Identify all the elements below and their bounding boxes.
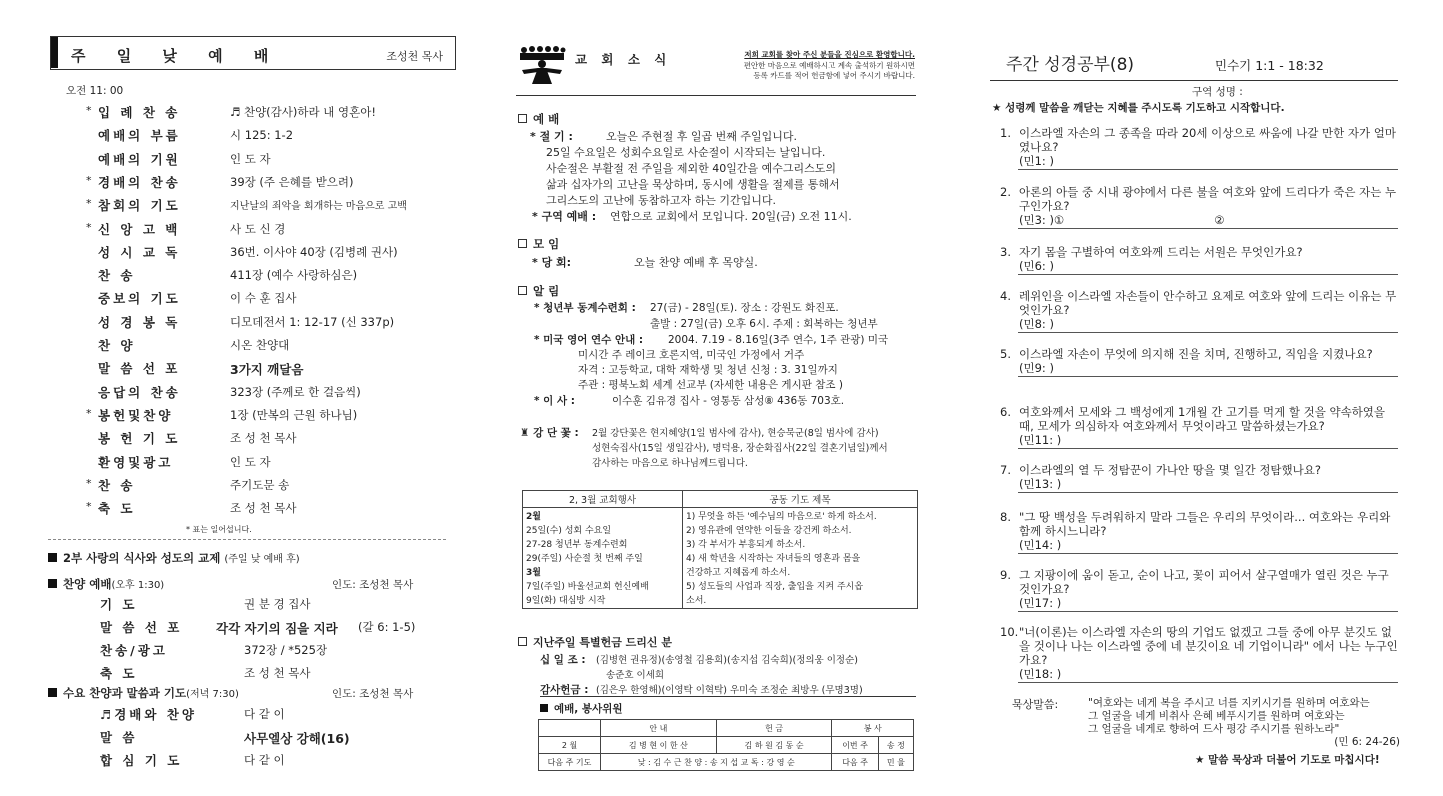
flower-line: 2월 강단꽃은 현지혜양(1일 범사에 감사), 현승묵군(8일 범사에 감사) xyxy=(592,428,879,439)
order-label: 봉 헌 기 도 xyxy=(98,431,181,446)
order-value: 1장 (만복의 근원 하나님) xyxy=(230,408,358,422)
question-text: 이스라엘의 열 두 정탐꾼이 가나안 땅을 몇 일간 정탐했나요? xyxy=(1019,463,1321,477)
prayer-line: 4) 새 학년을 시작하는 자녀들의 영혼과 몸을 xyxy=(686,554,861,564)
order-label: 경배의 찬송 xyxy=(98,175,181,190)
order-value: 인 도 자 xyxy=(230,455,271,469)
wed-item-label: 말 씀 xyxy=(100,730,138,745)
prayer-line: 5) 성도들의 사업과 직장, 출입을 지켜 주시옵 xyxy=(686,582,864,592)
events-list xyxy=(523,508,683,609)
meditation-line: "여호와는 네게 복을 주시고 너를 지키시기를 원하며 여호와는 xyxy=(1088,697,1370,709)
youth-label: * 청년부 동계수련회 : xyxy=(534,302,636,314)
order-value: 이 수 훈 집사 xyxy=(230,291,297,305)
order-value: 주기도문 송 xyxy=(230,478,290,492)
question-ref: (민9: ) xyxy=(1019,361,1054,375)
usa-line: 주관 : 평북노회 세계 선교부 (자세한 내용은 게시판 참조 ) xyxy=(578,379,843,391)
section-meeting xyxy=(518,236,559,252)
order-label: 봉헌및찬양 xyxy=(98,408,174,423)
order-value: 조 성 천 목사 xyxy=(230,501,297,515)
usa-label: * 미국 영어 연수 안내 : xyxy=(534,334,644,346)
usa-line: 미시간 주 레이크 호론지역, 미국인 가정에서 거주 xyxy=(578,349,805,361)
prayer-line: 소서. xyxy=(686,596,707,606)
question-number: 6. xyxy=(1000,405,1011,419)
answer-line[interactable] xyxy=(1019,317,1400,331)
order-value: 인 도 자 xyxy=(230,152,271,166)
question-item xyxy=(1000,510,1400,552)
jeolgi-label: * 절 기 : xyxy=(530,130,573,143)
guyeok-label: * 구역 예배 : xyxy=(532,210,597,223)
standing-star-icon: * xyxy=(86,104,92,117)
event-line: 27-28 청년부 동계수련회 xyxy=(526,540,628,550)
praise-item-value: 각각 자기의 짐을 지라 xyxy=(216,621,338,636)
order-label: 성 경 봉 독 xyxy=(98,315,181,330)
order-label: 참회의 기도 xyxy=(98,198,181,213)
jeolgi-line: 오늘은 주현절 후 일곱 번째 주일입니다. xyxy=(606,130,797,143)
question-number: 7. xyxy=(1000,463,1011,477)
serve-cell: 김 병 현 이 한 산 xyxy=(601,737,717,754)
tithe-line: 송준호 이세희 xyxy=(606,670,665,681)
event-line: 9일(화) 대심방 시작 xyxy=(526,596,606,606)
section-label: 모 임 xyxy=(533,237,560,251)
dang-label: * 당 회: xyxy=(532,256,572,269)
order-value: 323장 (주께로 한 걸음씩) xyxy=(230,385,361,399)
news-title: 교 회 소 식 xyxy=(575,52,672,67)
order-label: 찬 양 xyxy=(98,338,136,353)
question-number: 2. xyxy=(1000,185,1011,199)
worship-preacher: 조성천 목사 xyxy=(386,50,443,63)
question-item xyxy=(1000,185,1400,227)
serve-table xyxy=(538,719,914,771)
jeolgi-line: 삶과 십자가의 고난을 묵상하며, 동시에 생활을 절제를 통해서 xyxy=(546,178,840,191)
standing-star-icon: * xyxy=(86,500,92,513)
order-value: 조 성 천 목사 xyxy=(230,431,297,445)
answer-underline xyxy=(1018,228,1398,229)
event-line: 3월 xyxy=(526,568,541,578)
question-ref: (민1: ) xyxy=(1019,154,1054,168)
question-number: 9. xyxy=(1000,568,1011,582)
answer-line[interactable] xyxy=(1019,361,1400,375)
question-text: 레위인을 이스라엘 자손들이 안수하고 요제로 여호와 앞에 드리는 이유는 무엇인가요? xyxy=(1019,289,1397,317)
bullet-square-icon xyxy=(48,579,57,588)
standing-star-icon: * xyxy=(86,197,92,210)
flower-line: 감사하는 마음으로 하나님께드립니다. xyxy=(592,458,748,469)
wed-item-label: 합 심 기 도 xyxy=(100,753,183,768)
serve-cell: 김 하 원 김 동 순 xyxy=(716,737,832,754)
thanks-line: (김은우 한영해)(이영탁 이혁탁) 우미숙 조정순 최방우 (무명3명) xyxy=(596,685,863,696)
worship-column xyxy=(0,0,480,796)
question-text: 이스라엘 자손의 그 종족을 따라 20세 이상으로 싸움에 나갈 만한 자가 얼마였나요? xyxy=(1019,126,1397,154)
wed-item-value: 다 같 이 xyxy=(244,753,285,767)
prayer-line: 3) 각 부서가 부흥되게 하소서. xyxy=(686,540,806,550)
bullet-square-icon xyxy=(540,704,548,712)
answer-underline xyxy=(1018,376,1398,377)
order-label: 찬 송 xyxy=(98,478,136,493)
order-value: 411장 (예수 사랑하심은) xyxy=(230,268,358,282)
answer-line[interactable] xyxy=(1019,538,1400,552)
serve-corner xyxy=(539,720,601,737)
question-item xyxy=(1000,568,1400,610)
section-label: 예 배 xyxy=(533,112,560,126)
order-value: 시온 찬양대 xyxy=(230,338,290,352)
order-value: ♬ 찬양(감사)하라 내 영혼아! xyxy=(230,105,376,119)
bullet-square-icon xyxy=(48,688,57,697)
order-value: 시 125: 1-2 xyxy=(230,128,294,142)
question-text: "그 땅 백성을 두려워하지 말라 그들은 우리의 무엇이라... 여호와는 우리와 함께 하시느니라? xyxy=(1019,510,1391,538)
praise-item-label: 찬송/광고 xyxy=(100,643,168,658)
serve-header: 안 내 xyxy=(601,720,717,737)
prayer-line: 1) 무엇을 하든 '예수님의 마음으로' 하게 하소서. xyxy=(686,512,877,522)
praise-item-ref: (갈 6: 1-5) xyxy=(358,620,416,634)
usa-line: 자격 : 고등학교, 대학 재학생 및 청년 신청 : 3. 31일까지 xyxy=(578,364,838,376)
question-number: 3. xyxy=(1000,245,1011,259)
events-right-header: 공동 기도 제목 xyxy=(683,491,918,508)
guyeok-text: 연합으로 교회에서 모입니다. 20일(금) 오전 11시. xyxy=(610,210,852,223)
tithe-label: 십 일 조 : xyxy=(540,654,586,666)
wed-item-label: ♬경배와 찬양 xyxy=(100,707,197,722)
title-bar-decoration xyxy=(51,37,58,68)
standing-star-icon: * xyxy=(86,477,92,490)
youth-line: 27(금) - 28일(토). 장소 : 강원도 화진포. xyxy=(650,302,839,314)
praise-item-label: 기 도 xyxy=(100,597,138,612)
meditation-line: 그 얼굴을 네게 비취사 은혜 베푸시기를 원하며 여호와는 xyxy=(1088,710,1345,722)
event-line: 7일(주일) 바울선교회 헌신예배 xyxy=(526,582,649,592)
standing-star-icon: * xyxy=(86,174,92,187)
question-number: 10. xyxy=(1000,625,1019,639)
meditation-label: 묵상말씀: xyxy=(1012,698,1059,711)
order-label: 축 도 xyxy=(98,501,136,516)
bible-study-range: 민수기 1:1 - 18:32 xyxy=(1215,58,1324,73)
question-text: 자기 몸을 구별하여 여호와께 드리는 서원은 무엇인가요? xyxy=(1019,245,1303,259)
section-worship xyxy=(518,111,559,127)
divider xyxy=(48,539,446,540)
event-line: 2월 xyxy=(526,512,541,522)
order-label: 중보의 기도 xyxy=(98,291,181,306)
jeolgi-line: 25일 수요일은 성회수요일로 사순절이 시작되는 날입니다. xyxy=(546,146,826,159)
question-text: 그 지팡이에 움이 돋고, 순이 나고, 꽃이 피어서 살구열매가 열린 것은 누구 것인가요? xyxy=(1019,568,1389,596)
youth-line: 출발 : 27일(금) 오후 6시. 주제 : 회복하는 청년부 xyxy=(650,318,878,330)
standing-star-icon: * xyxy=(86,407,92,420)
wed-leader: 인도: 조성천 목사 xyxy=(332,688,414,700)
section-notice xyxy=(518,283,559,299)
question-item xyxy=(1000,347,1400,375)
event-line: 29(주일) 사순절 첫 번째 주일 xyxy=(526,554,643,564)
closing-line: ★ 말씀 묵상과 더불어 기도로 마칩시다! xyxy=(1195,754,1380,766)
praise-item-label: 말 씀 선 포 xyxy=(100,620,183,635)
jeolgi-line: 사순절은 부활절 전 주일을 제외한 40일간을 예수그리스도의 xyxy=(546,162,836,175)
study-instruction: ★ 성령께 말씀을 깨닫는 지혜를 주시도록 기도하고 시작합니다. xyxy=(992,102,1285,114)
serve-cell: 다음 주 xyxy=(832,754,878,771)
praise-sub: (오후 1:30) xyxy=(111,580,165,591)
order-value: 36번. 이사야 40장 (김병례 권사) xyxy=(230,245,398,259)
question-item xyxy=(1000,289,1400,331)
order-value: 3가지 깨달음 xyxy=(230,362,304,377)
welcome-message xyxy=(650,50,915,82)
checkbox-icon xyxy=(518,637,527,646)
question-item xyxy=(1000,625,1400,681)
question-ref: (민17: ) xyxy=(1019,596,1062,610)
praise-item-label: 축 도 xyxy=(100,666,138,681)
thanks-label: 감사헌금 : xyxy=(540,684,589,696)
serve-title-row xyxy=(540,701,623,716)
order-value: 사 도 신 경 xyxy=(230,222,286,236)
answer-underline xyxy=(1018,274,1398,275)
wed-item-value: 사무엘상 강해(16) xyxy=(244,731,350,746)
part2-sub: (주일 낮 예배 후) xyxy=(224,554,300,565)
praise-leader: 인도: 조성천 목사 xyxy=(332,579,414,591)
answer-line[interactable] xyxy=(1019,477,1400,491)
order-label: 성 시 교 독 xyxy=(98,245,181,260)
section-offering xyxy=(518,634,672,650)
serve-cell: 민 율 xyxy=(878,754,913,771)
worship-title-box xyxy=(50,36,456,70)
question-text: 아론의 아들 중 시내 광야에서 다른 불을 여호와 앞에 드리다가 죽은 자는 누구인가요? xyxy=(1019,185,1397,213)
wed-sub: (저녁 7:30) xyxy=(186,689,239,700)
question-ref: (민14: ) xyxy=(1019,538,1062,552)
usa-line: 2004. 7.19 - 8.16일(3주 연수, 1주 관광) 미국 xyxy=(668,334,889,346)
order-label: 환영및광고 xyxy=(98,455,174,470)
question-item xyxy=(1000,245,1400,273)
church-choir-logo-icon xyxy=(518,44,566,84)
question-ref: (민18: ) xyxy=(1019,667,1062,681)
order-label: 말 씀 선 포 xyxy=(98,361,181,376)
checkbox-icon xyxy=(518,114,527,123)
question-ref: (민6: ) xyxy=(1019,259,1054,273)
order-value: 디모데전서 1: 12-17 (신 337p) xyxy=(230,315,395,329)
prayer-line: 2) 영유관에 연약한 이들을 강건케 하소서. xyxy=(686,526,852,536)
question-number: 1. xyxy=(1000,126,1011,140)
question-item xyxy=(1000,463,1400,491)
answer-line[interactable] xyxy=(1019,259,1400,273)
meditation-text xyxy=(1088,697,1400,749)
checkbox-icon xyxy=(518,239,527,248)
serve-cell: 2 월 xyxy=(539,737,601,754)
serve-cell: 다음 주 기도 xyxy=(539,754,601,771)
events-left-header: 2, 3월 교회행사 xyxy=(523,491,683,508)
answer-underline xyxy=(1018,169,1398,170)
praise-item-value: 조 성 천 목사 xyxy=(244,666,311,680)
question-number: 5. xyxy=(1000,347,1011,361)
answer-line[interactable] xyxy=(1019,596,1400,610)
welcome-line: 저희 교회를 찾아 주신 분들을 진심으로 환영합니다. xyxy=(744,50,915,59)
meditation-ref: (민 6: 24-26) xyxy=(1334,736,1400,748)
order-value: 39장 (주 은혜를 받으려) xyxy=(230,175,354,189)
question-text: 이스라엘 자손이 무엇에 의지해 진을 치며, 진행하고, 직임을 지켰나요? xyxy=(1019,347,1373,361)
worship-title: 주 일 낮 예 배 xyxy=(71,47,282,65)
bullet-square-icon xyxy=(48,553,57,562)
divider xyxy=(540,696,916,697)
order-label: 응답의 찬송 xyxy=(98,385,181,400)
standing-star-icon: * xyxy=(86,221,92,234)
question-item xyxy=(1000,126,1400,168)
prayer-line: 건강하고 지혜롭게 하소서. xyxy=(686,568,791,578)
event-line: 25일(수) 성회 수요일 xyxy=(526,526,612,536)
serve-header: 봉 사 xyxy=(832,720,914,737)
answer-line[interactable] xyxy=(1019,154,1400,168)
question-ref: (민13: ) xyxy=(1019,477,1062,491)
serve-title: 예배, 봉사위원 xyxy=(554,703,623,715)
welcome-line: 등록 카드를 적어 헌금함에 넣어 주시기 바랍니다. xyxy=(753,71,915,80)
wed-title: 수요 찬양과 말씀과 기도 xyxy=(63,686,187,700)
question-ref: (민8: ) xyxy=(1019,317,1054,331)
flower-line: 성현숙집사(15일 생일감사), 명덕용, 장순화집사(22일 결혼기념일)께서 xyxy=(592,443,888,454)
answer-line[interactable] xyxy=(1019,667,1400,681)
answer-underline xyxy=(1018,332,1398,333)
answer-underline xyxy=(1018,682,1398,683)
order-label: 입 례 찬 송 xyxy=(98,105,181,120)
flower-label: ♜ 강 단 꽃 : xyxy=(520,427,579,439)
divider xyxy=(516,95,916,96)
question-ref: (민3: )① xyxy=(1019,213,1065,227)
question-number: 4. xyxy=(1000,289,1011,303)
order-label: 예배의 부름 xyxy=(98,128,181,143)
jeolgi-line: 그리스도의 고난에 동참하고자 하는 기간입니다. xyxy=(546,194,777,207)
question-ref-2: ② xyxy=(1214,213,1225,227)
move-label: * 이 사 : xyxy=(534,395,575,407)
dang-text: 오늘 찬양 예배 후 목양실. xyxy=(634,256,758,269)
wed-heading xyxy=(48,685,239,701)
move-text: 이수훈 김유경 집사 - 영통동 삼성⑧ 436동 703호. xyxy=(612,395,845,407)
praise-heading xyxy=(48,576,164,592)
question-ref: (민11: ) xyxy=(1019,433,1062,447)
serve-cell: 낮 : 김 수 근 찬 양 : 송 지 섭 교 독 : 강 영 순 xyxy=(601,754,832,771)
praise-item-value: 372장 / *525장 xyxy=(244,643,328,657)
prayer-list xyxy=(683,508,918,609)
question-number: 8. xyxy=(1000,510,1011,524)
section-label: 알 림 xyxy=(533,284,560,298)
order-value: 지난날의 죄악을 회개하는 마음으로 고백 xyxy=(230,201,407,212)
answer-underline xyxy=(1018,448,1398,449)
serve-cell: 송 정 xyxy=(878,737,913,754)
tithe-line: (김병현 권유정)(송영철 김용희)(송지섭 김숙희)(정의웅 이정순) xyxy=(596,655,858,666)
question-text: "너(이론)는 이스라엘 자손의 땅의 기업도 없겠고 그들 중에 아무 분깃도 없을 것이나 나는 이스라엘 중에 네 분깃이요 네 기업이니라" 에서 나는 누구인가요? xyxy=(1019,625,1398,667)
answer-underline xyxy=(1018,611,1398,612)
answer-underline xyxy=(1018,492,1398,493)
answer-line[interactable] xyxy=(1019,213,1400,227)
answer-underline xyxy=(1018,553,1398,554)
offering-title: 지난주일 특별헌금 드리신 분 xyxy=(533,636,672,649)
worship-time: 오전 11: 00 xyxy=(66,85,124,97)
divider xyxy=(990,80,1398,81)
part2-heading xyxy=(48,550,300,566)
bible-study-title: 주간 성경공부(8) xyxy=(1006,55,1135,75)
answer-line[interactable] xyxy=(1019,433,1400,447)
question-item xyxy=(1000,405,1400,447)
question-text: 여호와께서 모세와 그 백성에게 1개월 간 고기를 먹게 할 것을 약속하였을 때, 모세가 의심하자 여호와께서 무엇이라고 말씀하셨는가요? xyxy=(1019,405,1386,433)
praise-title: 찬양 예배 xyxy=(63,577,112,591)
checkbox-icon xyxy=(518,286,527,295)
order-label: 예배의 기원 xyxy=(98,152,181,167)
area-name-field: 구역 성명 : xyxy=(1192,86,1243,98)
events-table xyxy=(522,490,918,609)
welcome-line: 편안한 마음으로 예배하시고 계속 출석하기 원하시면 xyxy=(743,60,915,70)
serve-header: 헌 금 xyxy=(716,720,832,737)
part2-title: 2부 사랑의 식사와 성도의 교제 xyxy=(63,551,221,565)
serve-cell: 이번 주 xyxy=(832,737,878,754)
order-label: 찬 송 xyxy=(98,268,136,283)
standing-note: * 표는 일어섭니다. xyxy=(186,525,252,534)
wed-item-value: 다 같 이 xyxy=(244,707,285,721)
order-label: 신 앙 고 백 xyxy=(98,222,181,237)
meditation-line: 그 얼굴을 네게로 향하여 드사 평강 주시기를 원하노라" xyxy=(1088,723,1340,735)
praise-item-value: 권 분 경 집사 xyxy=(244,597,311,611)
